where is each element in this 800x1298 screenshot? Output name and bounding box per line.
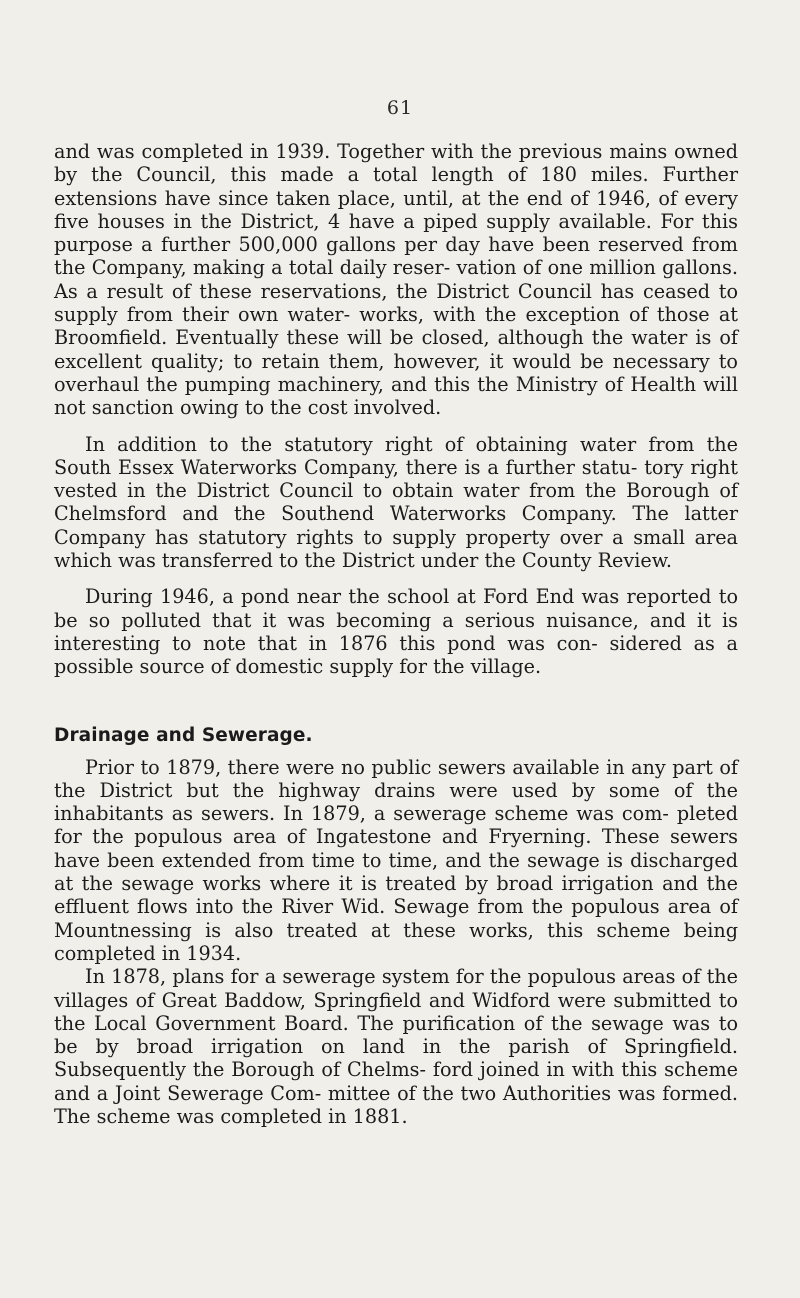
paragraph-sewerage-1878: In 1878, plans for a sewerage system for the populous areas of the villages of Great Baddow, Springfield and Widford were submitted to the Local Government Board. The purification of the sewage was to be by broad irrigation on land in the parish of Springfield. Subsequently the Borough of Chelms- ford joined in with this scheme and a Joint Sewerage Com- mittee of the two Authorities was formed. The scheme was completed in 1881. [54, 965, 738, 1128]
page-number: 61 [386, 97, 414, 119]
paragraph-public-sewers: Prior to 1879, there were no public sewers available in any part of the District but the highway drains were used by some of the inhabitants as sewers. In 1879, a sewerage scheme was com- pleted for the populous area of Ingatestone and Fryerning. These sewers have been extended from time to time, and the sewage is discharged at the sewage works where it is treated by broad irrigation and the effluent flows into the River Wid. Sewage from the populous area of Mountnessing is also treated at these works, this scheme being completed in 1934. [54, 755, 738, 965]
body-text [54, 140, 738, 1128]
paragraph-water-mains: and was completed in 1939. Together with the previous mains owned by the Council, this made a total length of 180 miles. Further extensions have since taken place, until, at the end of 1946, of every five houses in the District, 4 have a piped supply available. For this purpose a further 500,000 gallons per day have been reserved from the Company, making a total daily reser- vation of one million gallons. As a result of these reservations, the District Council has ceased to supply from their own water- works, with the exception of those at Broomfield. Eventually these will be closed, although the water is of excellent quality; to retain them, however, it would be necessary to overhaul the pumping machinery, and this the Ministry of Health will not sanction owing to the cost involved. [54, 140, 738, 420]
section-heading: Drainage and Sewerage. [54, 724, 313, 746]
paragraph-ford-end-pond: During 1946, a pond near the school at Ford End was reported to be so polluted that it was becoming a serious nuisance, and it is interesting to note that in 1876 this pond was con- sidered as a possible source of domestic supply for the village. [54, 585, 738, 679]
paragraph-statutory-rights: In addition to the statutory right of obtaining water from the South Essex Waterworks Company, there is a further statu- tory right vested in the District Council to obtain water from the Borough of Chelmsford and the Southend Waterworks Company. The latter Company has statutory rights to supply property over a small area which was transferred to the District under the County Review. [54, 432, 738, 573]
